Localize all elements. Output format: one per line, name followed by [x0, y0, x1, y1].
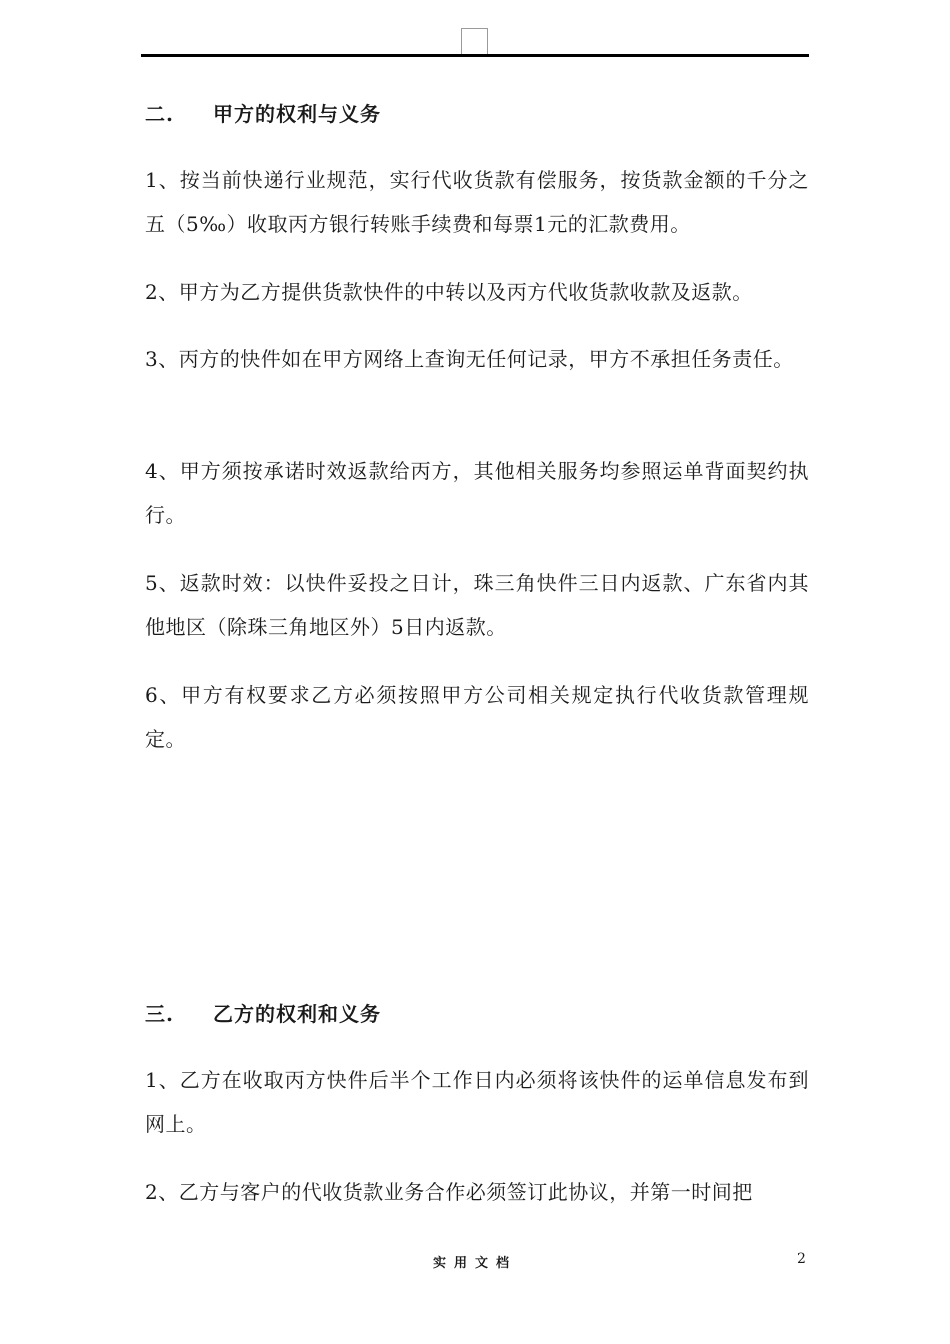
clause-2-6: 6、甲方有权要求乙方必须按照甲方公司相关规定执行代收货款管理规定。 — [145, 683, 809, 751]
section-number: 三. — [145, 1002, 174, 1026]
clause-3-2: 2、乙方与客户的代收货款业务合作必须签订此协议，并第一时间把 — [145, 1180, 753, 1204]
clause-2-1: 1、按当前快递行业规范，实行代收货款有偿服务，按货款金额的千分之五（5‰）收取丙方银行转账手续费和每票1元的汇款费用。 — [145, 168, 809, 236]
header-rule — [141, 54, 809, 57]
clause-3-1: 1、乙方在收取丙方快件后半个工作日内必须将该快件的运单信息发布到网上。 — [145, 1068, 809, 1136]
section-number: 二. — [145, 102, 174, 126]
section-title-2 — [145, 98, 381, 127]
clause-2-3: 3、丙方的快件如在甲方网络上查询无任何记录，甲方不承担任务责任。 — [145, 347, 794, 371]
page-number: 2 — [797, 1251, 806, 1267]
section-heading: 乙方的权利和义务 — [213, 1002, 381, 1026]
clause-2-4: 4、甲方须按承诺时效返款给丙方，其他相关服务均参照运单背面契约执行。 — [145, 459, 809, 527]
section-title-3 — [145, 998, 381, 1027]
header-box — [461, 28, 488, 54]
clause-2-5: 5、返款时效：以快件妥投之日计，珠三角快件三日内返款、广东省内其他地区（除珠三角地区外）5日内返款。 — [145, 571, 809, 639]
section-heading: 甲方的权利与义务 — [213, 102, 381, 126]
footer-label: 实用文档 — [432, 1256, 517, 1271]
clause-2-2: 2、甲方为乙方提供货款快件的中转以及丙方代收货款收款及返款。 — [145, 280, 753, 304]
